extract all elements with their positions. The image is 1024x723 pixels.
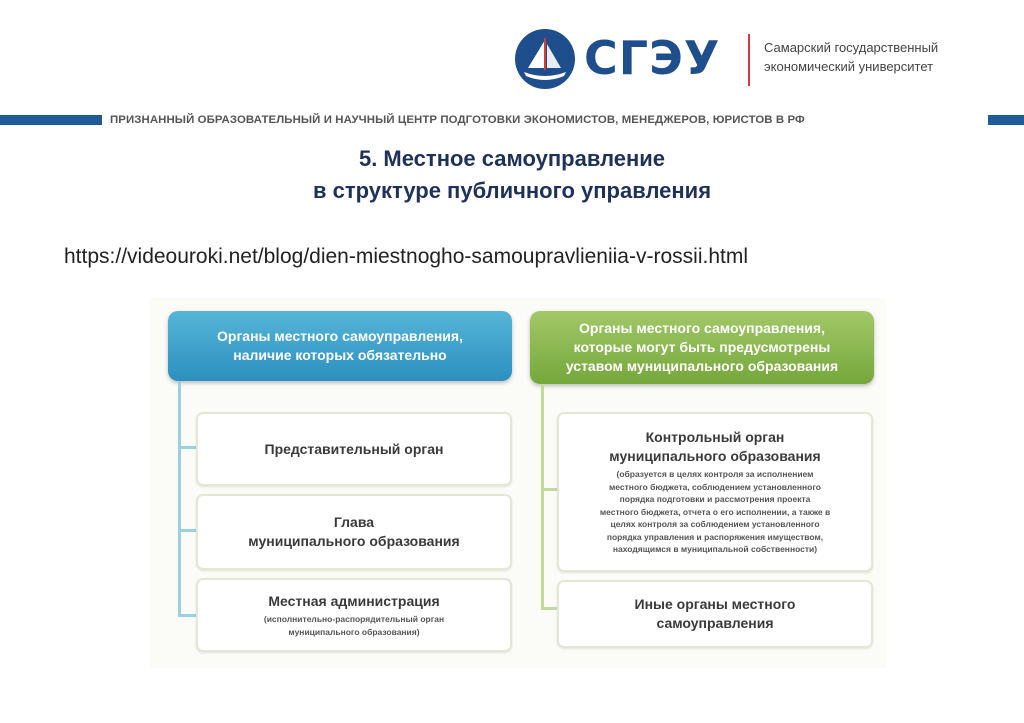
representative-body-label: Представительный орган [264, 440, 444, 457]
other-bodies-box [557, 580, 873, 648]
left-connector-2 [178, 529, 198, 532]
other-bodies-label-line1: Иные органы местного [634, 596, 796, 612]
control-body-label-line1: Контрольный орган [645, 429, 785, 446]
control-body-note-line2: местного бюджета, соблюдением установленного [609, 481, 821, 492]
logo-divider [748, 34, 750, 86]
university-name-line2: экономический университет [764, 59, 934, 74]
sgeu-logo-emblem-icon [514, 28, 576, 90]
control-body-note-line1: (образуется в целях контроля за исполнением [616, 469, 814, 480]
left-connector-vertical [178, 381, 181, 617]
right-connector-vertical [541, 384, 544, 610]
logo-text: СГЭУ [584, 31, 721, 85]
control-body-note-line5: целях контроля за соблюдением установленного [610, 519, 820, 530]
control-body-note-line4: местного бюджета, отчета о его исполнении, а также в [599, 506, 831, 517]
municipal-head-box [196, 494, 512, 570]
local-administration-box [196, 578, 512, 652]
mandatory-bodies-header-line2: наличие которых обязательно [233, 347, 447, 363]
control-body-note-line6: порядка управления и распоряжения имуществом, [606, 531, 824, 542]
control-body-label-line2: муниципального образования [609, 448, 821, 465]
representative-body-box [196, 412, 512, 486]
mandatory-bodies-header [168, 311, 512, 381]
control-body-box [557, 412, 873, 572]
left-connector-1 [178, 446, 198, 449]
mandatory-bodies-header-line1: Органы местного самоуправления, [217, 328, 463, 344]
header-band-right [988, 115, 1024, 125]
optional-bodies-header [530, 311, 874, 384]
left-connector-3 [178, 614, 198, 617]
header-band-left [0, 115, 102, 125]
municipal-head-label-line2: муниципального образования [248, 533, 460, 549]
local-administration-note-line2: муниципального образования) [288, 626, 420, 637]
local-administration-note-line1: (исполнительно-распорядительный орган [263, 614, 445, 624]
local-administration-label: Местная администрация [268, 593, 440, 609]
control-body-note-line7: находящимся в муниципальной собственности) [612, 544, 818, 555]
other-bodies-label-line2: самоуправления [656, 615, 774, 631]
slide-title-line1: 5. Местное самоуправление [358, 146, 666, 171]
tagline: ПРИЗНАННЫЙ ОБРАЗОВАТЕЛЬНЫЙ И НАУЧНЫЙ ЦЕНТР ПОДГОТОВКИ ЭКОНОМИСТОВ, МЕНЕДЖЕРОВ, ЮРИСТОВ В РФ [110, 114, 805, 126]
control-body-note-line3: порядка подготовки и рассмотрения проекта [619, 494, 811, 505]
university-name [764, 38, 938, 76]
optional-bodies-header-line2: которые могут быть предусмотрены [573, 339, 831, 355]
optional-bodies-header-line3: уставом муниципального образования [565, 358, 839, 374]
source-url[interactable]: https://videouroki.net/blog/dien-miestnogho-samoupravlieniia-v-rossii.html [64, 245, 748, 268]
municipal-head-label-line1: Глава [333, 514, 375, 530]
slide-title-line2: в структуре публичного управления [312, 178, 712, 203]
optional-bodies-header-line1: Органы местного самоуправления, [579, 320, 825, 336]
university-name-line1: Самарский государственный [764, 40, 939, 55]
